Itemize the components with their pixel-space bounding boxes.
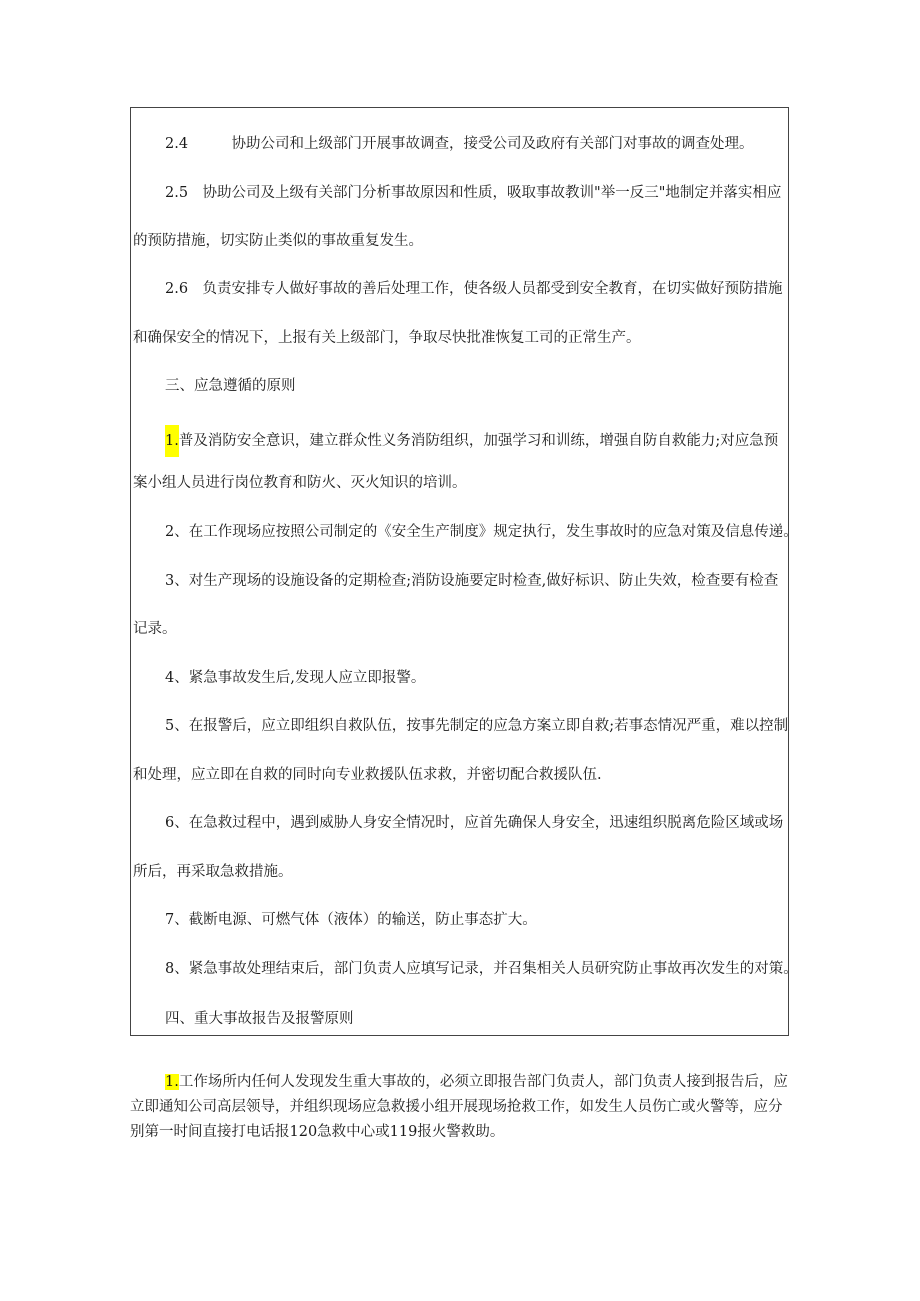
section4-item-1-line2: 立即通知公司高层领导，并组织现场应急救援小组开展现场抢救工作，如发生人员伤亡或火警等，应分 (130, 1099, 783, 1115)
item-1-line2: 案小组人员进行岗位教育和防火、灭火知识的培训。 (133, 475, 467, 491)
item-6-line1: 6、在急救过程中，遇到威胁人身安全情况时，应首先确保人身安全，迅速组织脱离危险区域或场 (165, 815, 784, 831)
item-6-line2: 所后，再采取急救措施。 (133, 864, 293, 880)
item-8: 8、紧急事故处理结束后，部门负责人应填写记录，并召集相关人员研究防止事故再次发生的对策。 (165, 961, 798, 977)
item-5-line1: 5、在报警后，应立即组织自救队伍，按事先制定的应急方案立即自救;若事态情况严重，难以控制 (165, 718, 789, 734)
item-5-line2: 和处理，应立即在自救的同时向专业救援队伍求救，并密切配合救援队伍. (133, 767, 602, 783)
heading-section-4: 四、重大事故报告及报警原则 (165, 1011, 354, 1027)
section4-item-1-text: 工作场所内任何人发现发生重大事故的，必须立即报告部门负责人，部门负责人接到报告后，应 (178, 1074, 788, 1090)
section4-item-1-line3: 别第一时间直接打电话报120急救中心或119报火警救助。 (130, 1124, 505, 1140)
paragraph-2-6-line1: 2.6 负责安排专人做好事故的善后处理工作，使各级人员都受到安全教育，在切实做好预防措施 (165, 281, 783, 297)
paragraph-2-5-line1: 2.5 协助公司及上级有关部门分析事故原因和性质，吸取事故教训"举一反三"地制定并落实相应 (165, 185, 782, 201)
item-3-line1: 3、对生产现场的设施设备的定期检查;消防设施要定时检查,做好标识、防止失效，检查要有检查 (165, 573, 779, 589)
section4-item-1-line1 (165, 1072, 788, 1092)
paragraph-2-6-line2: 和确保安全的情况下，上报有关上级部门，争取尽快批准恢复工司的正常生产。 (133, 330, 641, 346)
heading-section-3: 三、应急遵循的原则 (165, 378, 296, 394)
item-4: 4、紧急事故发生后,发现人应立即报警。 (165, 670, 426, 686)
content-table-cell (130, 107, 798, 1036)
item-3-line2: 记录。 (133, 621, 177, 637)
highlight-marker: 1. (165, 425, 179, 457)
highlight-marker: 1. (165, 1074, 179, 1090)
item-1-text: 普及消防安全意识，建立群众性义务消防组织，加强学习和训练，增强自防自救能力;对应急预 (178, 433, 779, 449)
paragraph-2-4: 2.4 协助公司和上级部门开展事故调查，接受公司及政府有关部门对事故的调查处理。 (165, 136, 754, 152)
item-7: 7、截断电源、可燃气体（液体）的输送，防止事态扩大。 (165, 912, 537, 928)
item-2: 2、在工作现场应按照公司制定的《安全生产制度》规定执行，发生事故时的应急对策及信息传递。 (165, 524, 798, 540)
item-1-line1 (165, 425, 778, 457)
paragraph-2-5-line2: 的预防措施，切实防止类似的事故重复发生。 (133, 233, 423, 249)
